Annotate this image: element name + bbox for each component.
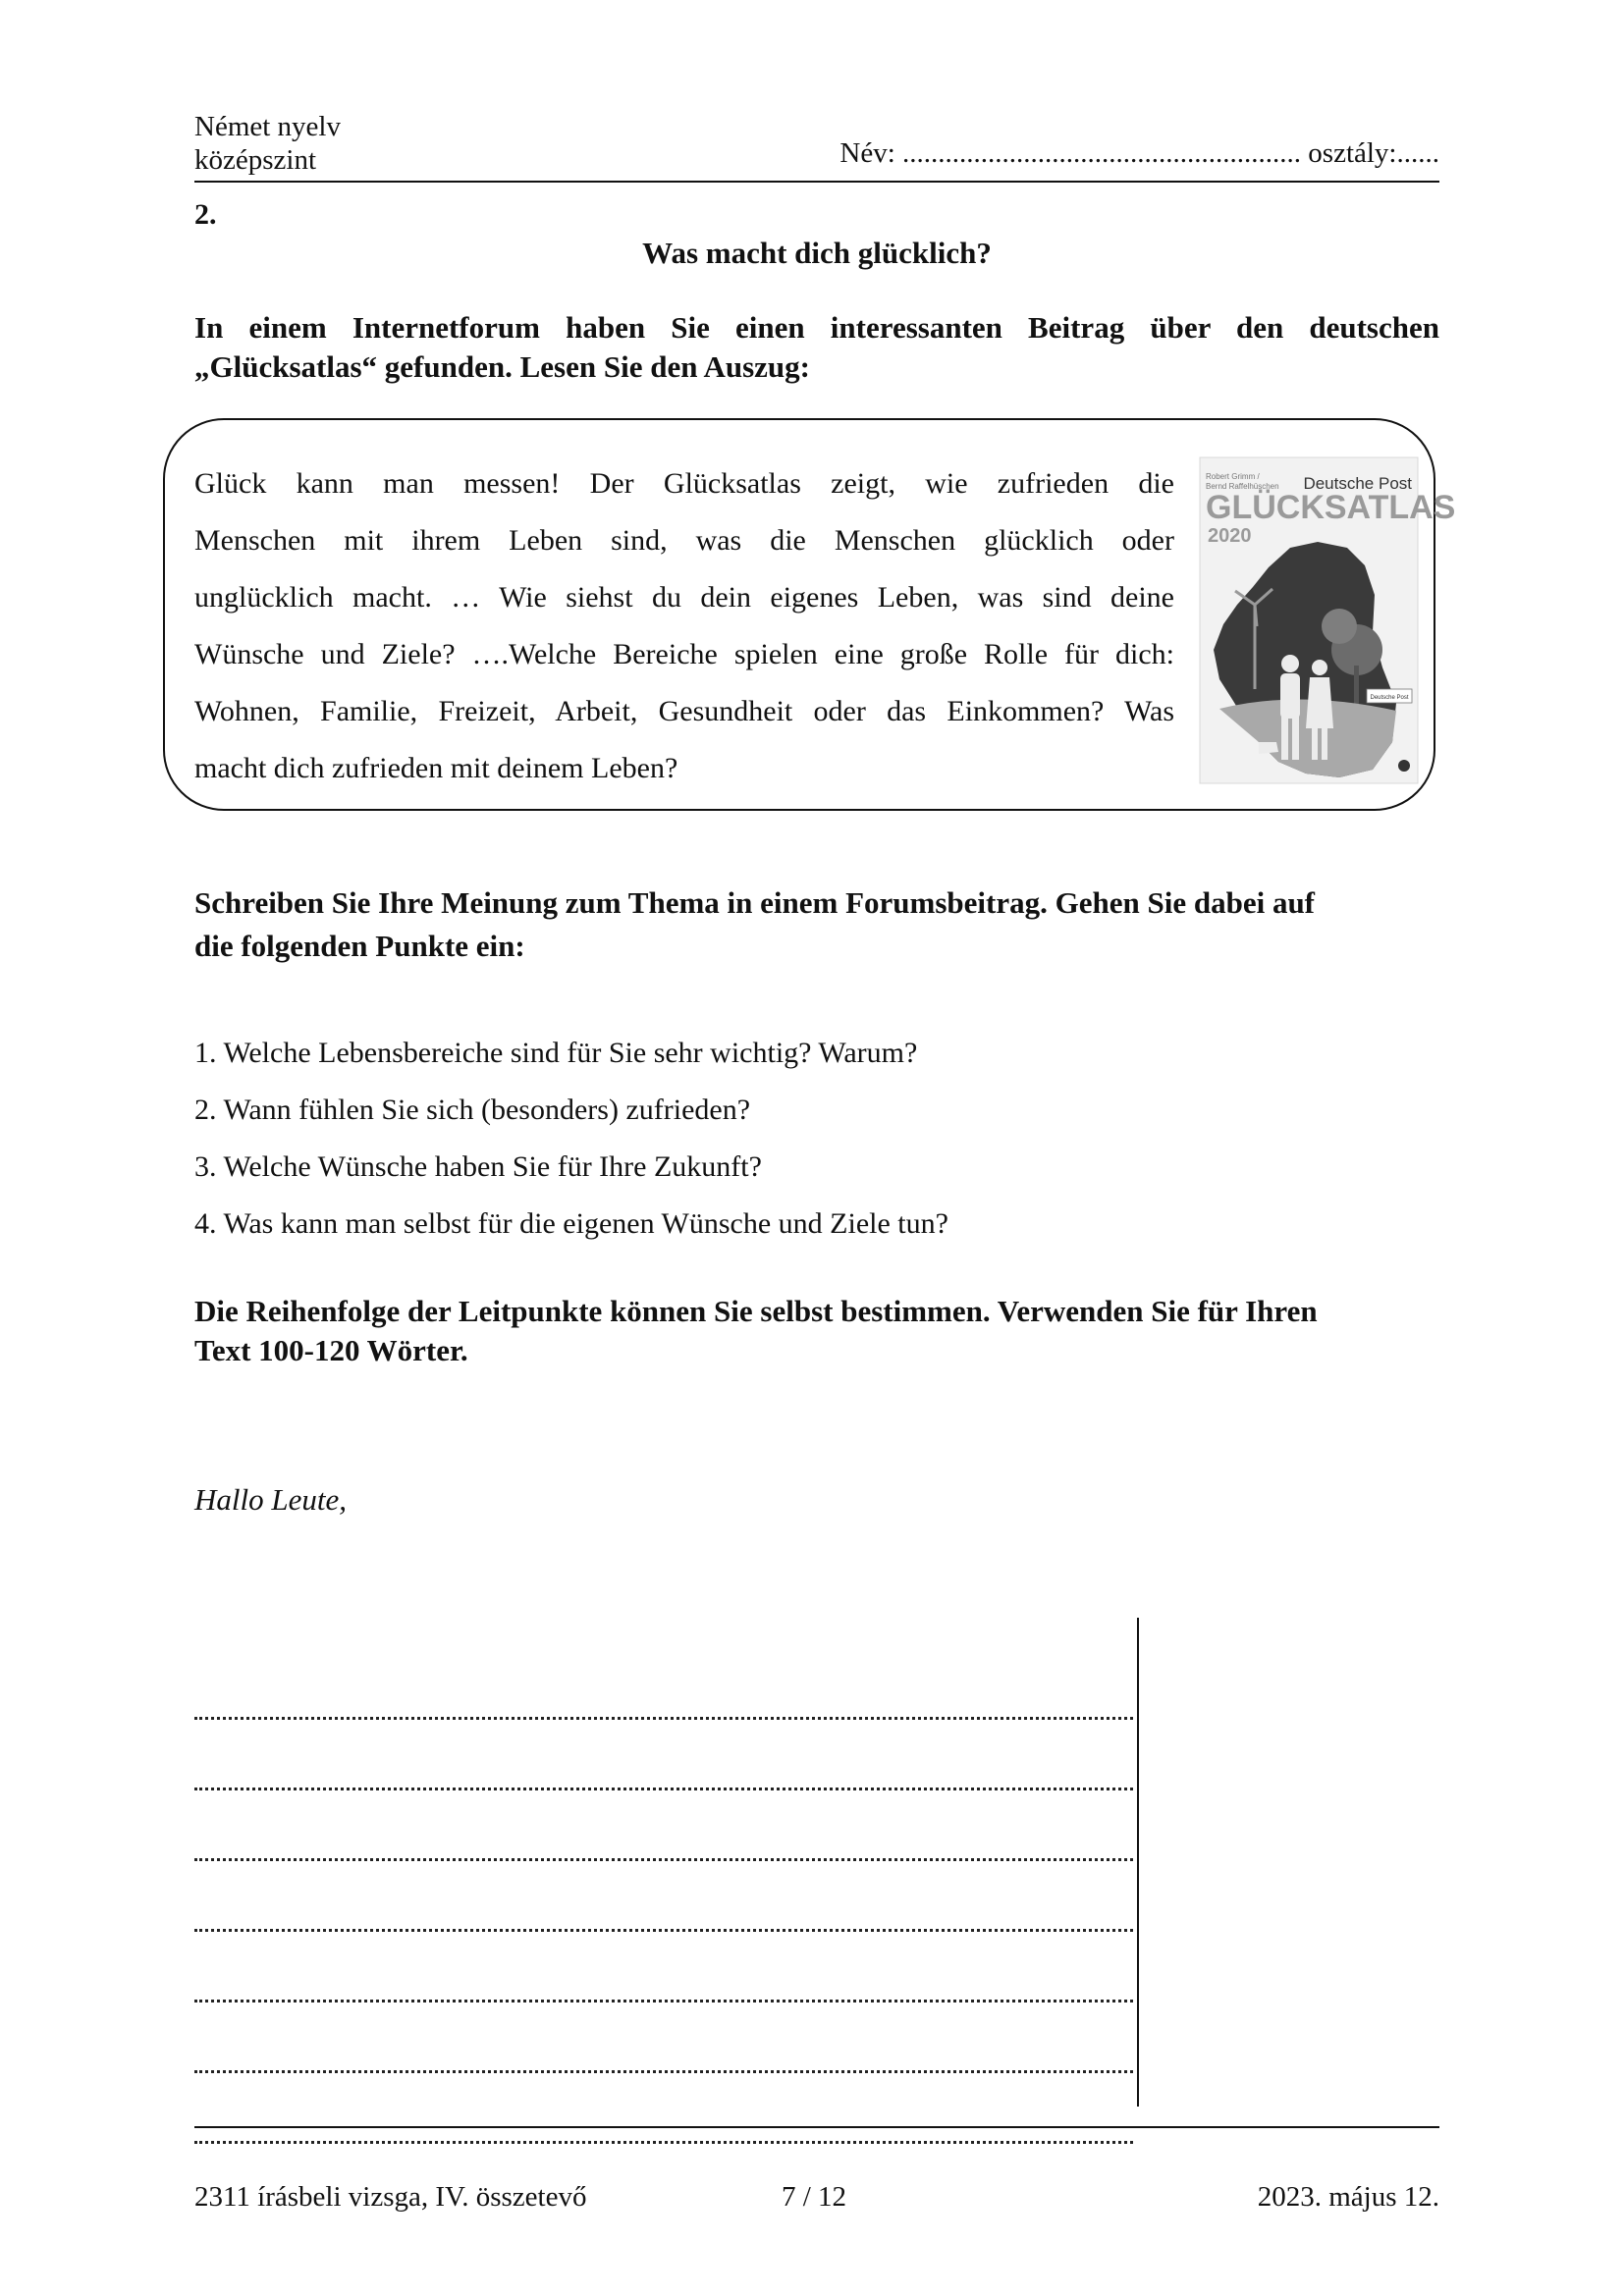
cover-authors-1: Robert Grimm / xyxy=(1206,472,1260,481)
note-line-1: Die Reihenfolge der Leitpunkte können Sie selbst bestimmen. Verwenden Sie für Ihren xyxy=(194,1294,1318,1328)
writing-line[interactable] xyxy=(194,2073,1133,2144)
writing-line[interactable] xyxy=(194,1932,1133,2002)
writing-line[interactable] xyxy=(194,1790,1133,1861)
cover-year: 2020 xyxy=(1208,525,1252,547)
greeting-text: Hallo Leute, xyxy=(194,1482,347,1517)
footer-divider xyxy=(194,2126,1439,2128)
book-cover-image xyxy=(1200,457,1456,783)
cover-authors-2: Bernd Raffelhüschen xyxy=(1206,482,1279,491)
dotted-line xyxy=(194,2141,1133,2144)
task-number: 2. xyxy=(194,198,217,231)
instructions-line-2: die folgenden Punkte ein: xyxy=(194,929,525,963)
list-item: 3. Welche Wünsche haben Sie für Ihre Zukunft? xyxy=(194,1150,762,1183)
cover-publisher: Deutsche Post xyxy=(1303,474,1412,493)
cover-title: GLÜCKSATLAS xyxy=(1206,489,1456,526)
answer-lines[interactable] xyxy=(194,1649,1133,2144)
excerpt-line: Wünsche und Ziele? ….Welche Bereiche spielen eine große Rolle für dich: xyxy=(194,638,1174,670)
writing-line[interactable] xyxy=(194,1720,1133,1790)
excerpt-line: unglücklich macht. … Wie siehst du dein eigenes Leben, was sind deine xyxy=(194,581,1174,614)
excerpt-line: Wohnen, Familie, Freizeit, Arbeit, Gesundheit oder das Einkommen? Was xyxy=(194,695,1174,727)
list-item: 4. Was kann man selbst für die eigenen Wünsche und Ziele tun? xyxy=(194,1207,948,1240)
page-number: 7 / 12 xyxy=(782,2181,847,2213)
guiding-points-list xyxy=(194,1025,948,1253)
writing-line[interactable] xyxy=(194,2002,1133,2073)
subject-line-1: Német nyelv xyxy=(194,111,341,142)
note-line-2: Text 100-120 Wörter. xyxy=(194,1333,468,1367)
task-intro-line-2: „Glücksatlas“ gefunden. Lesen Sie den Auszug: xyxy=(194,349,810,384)
task-intro xyxy=(194,308,1439,387)
exam-date: 2023. május 12. xyxy=(1257,2181,1439,2213)
penguin-logo-icon xyxy=(1398,760,1410,772)
excerpt-line: Glück kann man messen! Der Glücksatlas zeigt, wie zufrieden die xyxy=(194,467,1174,500)
excerpt-line: macht dich zufrieden mit deinem Leben? xyxy=(194,752,678,784)
tree-icon xyxy=(1322,609,1357,644)
writing-instructions xyxy=(194,881,1439,968)
badge-text: Deutsche Post xyxy=(1370,695,1409,701)
excerpt-line: Menschen mit ihrem Leben sind, was die Menschen glücklich oder xyxy=(194,524,1174,557)
writing-line[interactable] xyxy=(194,1861,1133,1932)
margin-line xyxy=(1137,1618,1139,2107)
task-intro-line-1: In einem Internetforum haben Sie einen interessanten Beitrag über den deutschen xyxy=(194,310,1439,345)
instructions-line-1: Schreiben Sie Ihre Meinung zum Thema in einem Forumsbeitrag. Gehen Sie dabei auf xyxy=(194,885,1316,920)
header-divider xyxy=(194,181,1439,183)
dog-silhouette xyxy=(1259,742,1278,754)
writing-line[interactable] xyxy=(194,1649,1133,1720)
turbine-blade xyxy=(1255,605,1257,626)
excerpt-text xyxy=(194,455,1174,797)
subject-label xyxy=(194,110,341,177)
exam-code: 2311 írásbeli vizsga, IV. összetevő xyxy=(194,2181,587,2213)
tree-trunk xyxy=(1354,666,1359,705)
name-class-field[interactable]: Név: ........................................................ osztály:...... xyxy=(839,137,1439,169)
list-item: 2. Wann fühlen Sie sich (besonders) zufrieden? xyxy=(194,1094,751,1126)
subject-line-2: középszint xyxy=(194,144,317,176)
list-item: 1. Welche Lebensbereiche sind für Sie sehr wichtig? Warum? xyxy=(194,1037,918,1069)
word-count-note xyxy=(194,1292,1439,1370)
task-title: Was macht dich glücklich? xyxy=(642,236,992,270)
